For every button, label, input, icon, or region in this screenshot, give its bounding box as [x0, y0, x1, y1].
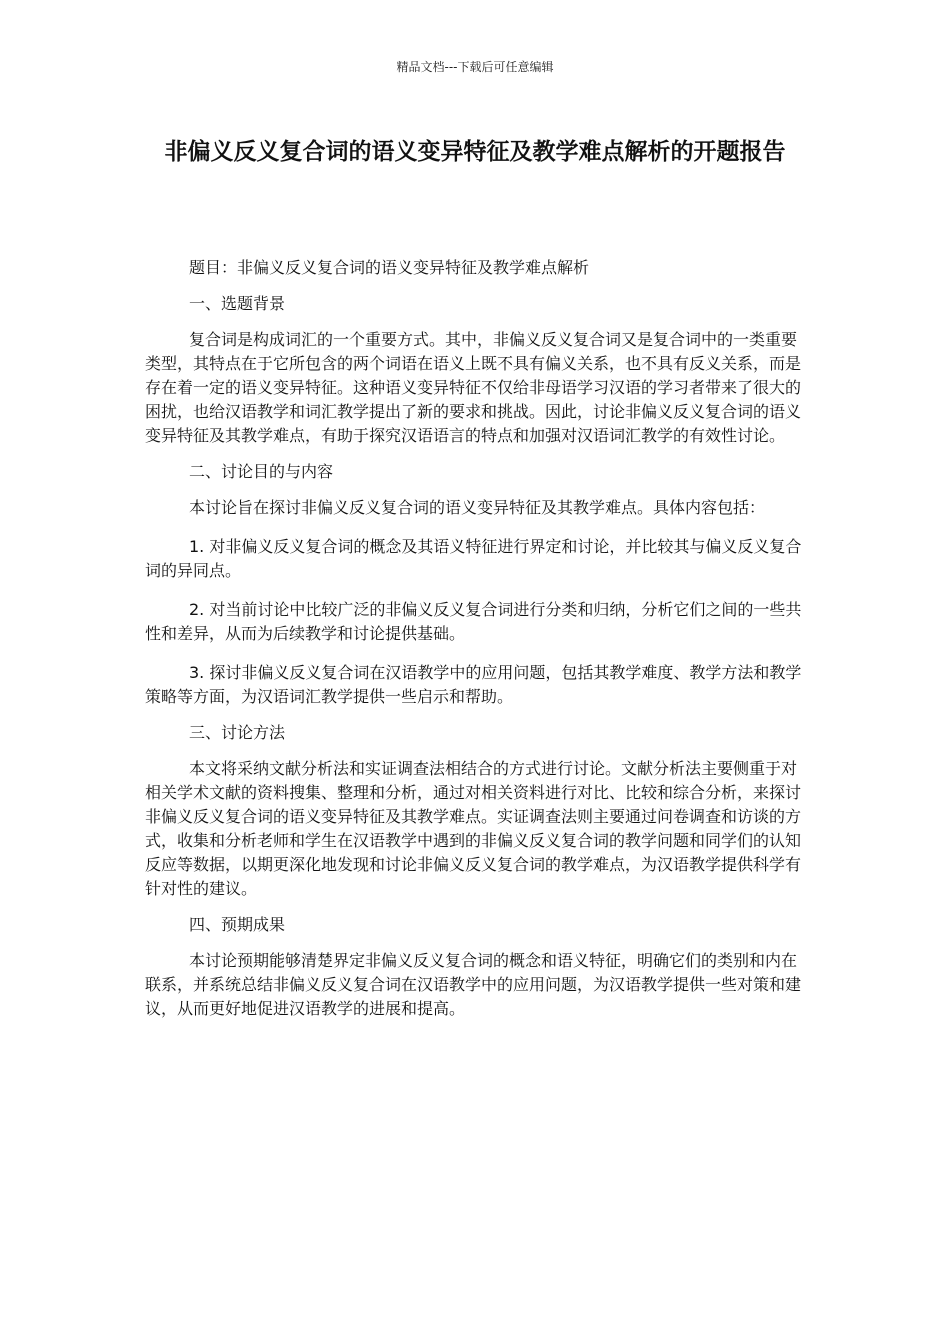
paragraph-outcome: 本讨论预期能够清楚界定非偏义反义复合词的概念和语义特征，明确它们的类别和内在联系，并系统总结非偏义反义复合词在汉语教学中的应用问题，为汉语教学提供一些对策和建议，从而更好地促进汉语教学的进展和提高。: [145, 951, 802, 1018]
paragraph-method: 本文将采纳文献分析法和实证调查法相结合的方式进行讨论。文献分析法主要侧重于对相关学术文献的资料搜集、整理和分析，通过对相关资料进行对比、比较和综合分析，来探讨非偏义反义复合词的语义变异特征及其教学难点。实证调查法则主要通过问卷调查和访谈的方式，收集和分析老师和学生在汉语教学中遇到的非偏义反义复合词的教学问题和同学们的认知反应等数据，以期更深化地发现和讨论非偏义反义复合词的教学难点，为汉语教学提供科学有针对性的建议。: [145, 759, 802, 898]
paragraph-purpose-item-3: 3. 探讨非偏义反义复合词在汉语教学中的应用问题，包括其教学难度、教学方法和教学策略等方面，为汉语词汇教学提供一些启示和帮助。: [145, 663, 802, 706]
paragraph-background: 复合词是构成词汇的一个重要方式。其中，非偏义反义复合词又是复合词中的一类重要类型，其特点在于它所包含的两个词语在语义上既不具有偏义关系，也不具有反义关系，而是存在着一定的语义变异特征。这种语义变异特征不仅给非母语学习汉语的学习者带来了很大的困扰，也给汉语教学和词汇教学提出了新的要求和挑战。因此，讨论非偏义反义复合词的语义变异特征及其教学难点，有助于探究汉语语言的特点和加强对汉语词汇教学的有效性讨论。: [145, 330, 802, 445]
paragraph-purpose-item-1: 1. 对非偏义反义复合词的概念及其语义特征进行界定和讨论，并比较其与偏义反义复合词的异同点。: [145, 537, 802, 580]
section-heading-outcome: 四、预期成果: [189, 915, 286, 934]
paragraph-purpose-item-2: 2. 对当前讨论中比较广泛的非偏义反义复合词进行分类和归纳，分析它们之间的一些共性和差异，从而为后续教学和讨论提供基础。: [145, 600, 802, 643]
section-heading-method: 三、讨论方法: [189, 723, 286, 742]
section-heading-background: 一、选题背景: [189, 294, 286, 313]
document-body: [145, 256, 807, 1021]
topic-line: 题目：非偏义反义复合词的语义变异特征及教学难点解析: [189, 258, 590, 277]
document-title: 非偏义反义复合词的语义变异特征及教学难点解析的开题报告: [164, 139, 786, 165]
paragraph-purpose-intro: 本讨论旨在探讨非偏义反义复合词的语义变异特征及其教学难点。具体内容包括：: [189, 498, 766, 517]
section-heading-purpose: 二、讨论目的与内容: [189, 462, 334, 481]
header-note: 精品文档---下载后可任意编辑: [396, 60, 554, 74]
